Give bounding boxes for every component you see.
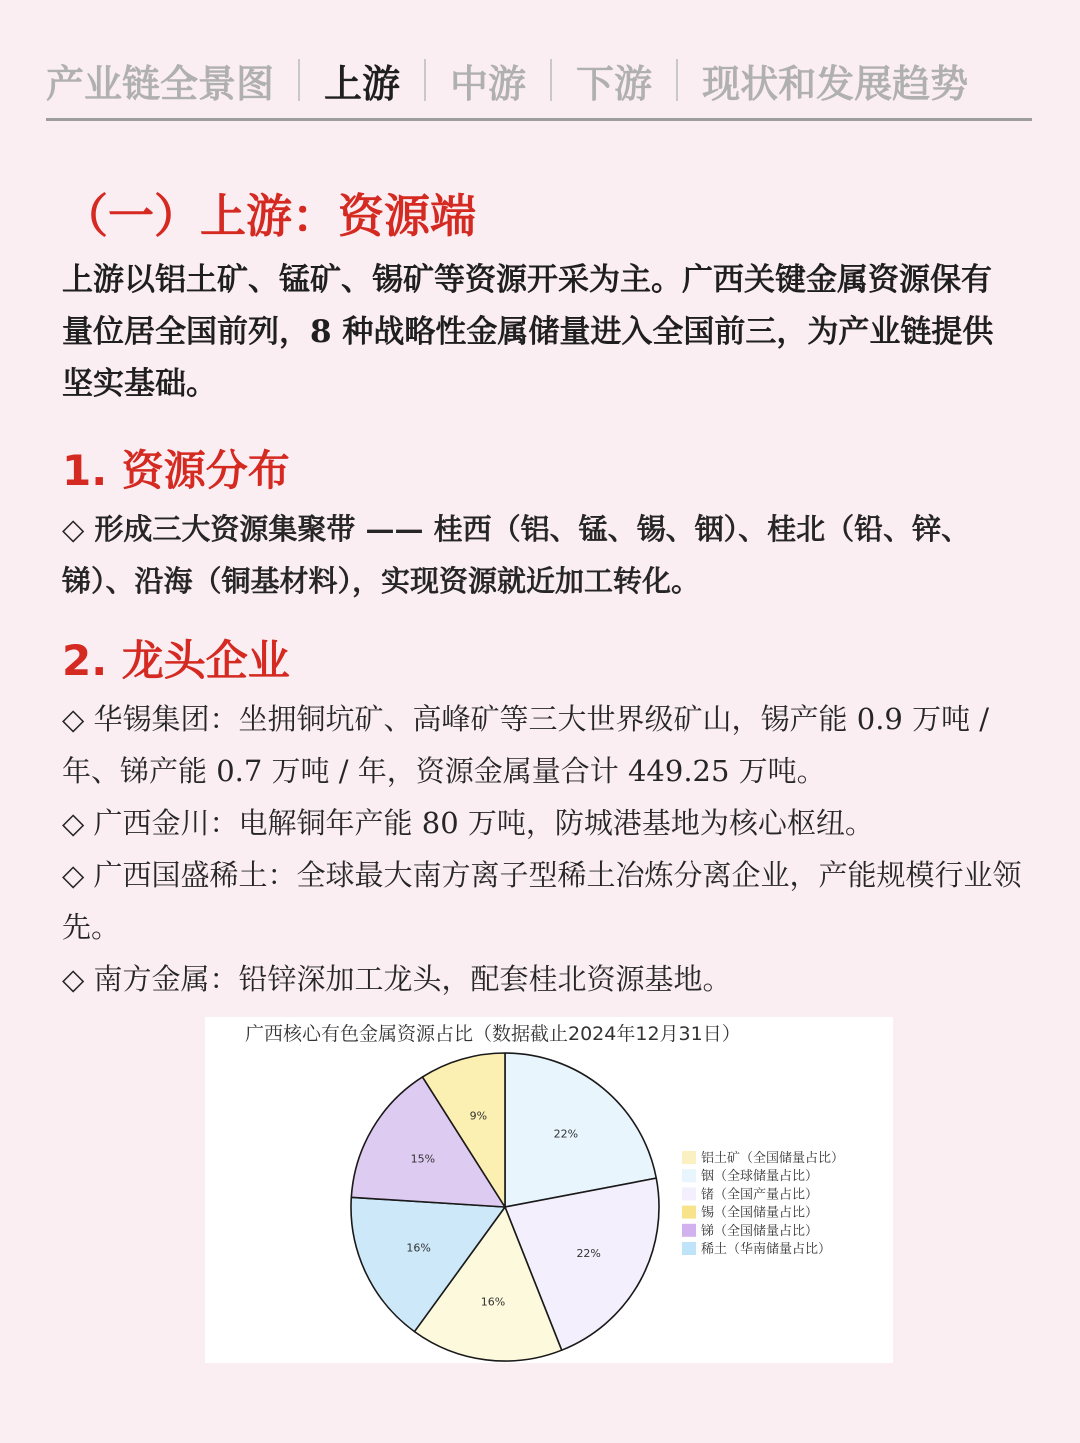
slice-percent-label: 15%: [410, 1152, 436, 1166]
leading-companies-title: 2. 龙头企业: [62, 636, 290, 685]
legend-label: 锗（全国产量占比）: [701, 1187, 819, 1203]
legend-swatch: [682, 1187, 696, 1200]
section-title: （一）上游：资源端: [62, 189, 476, 243]
slice-percent-label: 9%: [469, 1109, 488, 1123]
legend-swatch: [682, 1206, 696, 1219]
company-item-guosheng: ◇ 广西国盛稀土：全球最大南方离子型稀土冶炼分离企业，产能规模行业领先。: [62, 858, 1022, 944]
company-item-nanfang: ◇ 南方金属：铅锌深加工龙头，配套桂北资源基地。: [62, 962, 732, 996]
pie-chart-panel: [205, 1017, 893, 1363]
section-intro: 上游以铝土矿、锰矿、锡矿等资源开采为主。广西关键金属资源保有量位居全国前列，8 种战略性金属储量进入全国前三，为产业链提供坚实基础。: [62, 262, 994, 402]
legend-swatch: [682, 1169, 696, 1182]
slice-percent-label: 16%: [406, 1241, 431, 1255]
resource-distribution-text: ◇ 形成三大资源集聚带 —— 桂西（铝、锰、锡、铟）、桂北（铅、锌、锑）、沿海（铜基材料），实现资源就近加工转化。: [62, 512, 971, 598]
pie-chart: [205, 1017, 893, 1363]
nav-underline: [46, 118, 1032, 121]
legend-label: 稀土（华南储量占比）: [701, 1242, 832, 1257]
nav-divider: [424, 59, 426, 101]
nav-divider: [550, 59, 552, 101]
legend-swatch: [682, 1224, 696, 1237]
slice-percent-label: 16%: [480, 1295, 506, 1309]
legend-label: 锑（全国储量占比）: [701, 1223, 819, 1239]
company-item-huaxi: ◇ 华锡集团：坐拥铜坑矿、高峰矿等三大世界级矿山，锡产能 0.9 万吨 / 年、锑产能 0.7 万吨 / 年，资源金属量合计 449.25 万吨。: [62, 702, 990, 788]
legend-label: 铝土矿（全国储量占比）: [701, 1151, 845, 1166]
tab-midstream[interactable]: 中游: [450, 61, 527, 106]
top-nav: [46, 52, 1032, 108]
legend-swatch: [682, 1242, 696, 1255]
legend-label: 锡（全国储量占比）: [701, 1205, 819, 1221]
chart-title: 广西核心有色金属资源占比（数据截止2024年12月31日）: [245, 1023, 741, 1045]
tab-downstream[interactable]: 下游: [576, 61, 653, 106]
tab-panorama[interactable]: 产业链全景图: [46, 61, 275, 106]
company-item-jinchuan: ◇ 广西金川：电解铜年产能 80 万吨，防城港基地为核心枢纽。: [62, 806, 874, 840]
tab-status-trends[interactable]: 现状和发展趋势: [702, 61, 969, 106]
legend-label: 铟（全球储量占比）: [701, 1169, 819, 1185]
slice-percent-label: 22%: [553, 1127, 579, 1141]
slice-percent-label: 22%: [576, 1246, 601, 1260]
nav-divider: [676, 59, 678, 101]
resource-distribution-title: 1. 资源分布: [62, 446, 290, 495]
legend-swatch: [682, 1151, 696, 1164]
nav-divider: [298, 59, 300, 101]
tab-upstream[interactable]: 上游: [324, 61, 401, 106]
